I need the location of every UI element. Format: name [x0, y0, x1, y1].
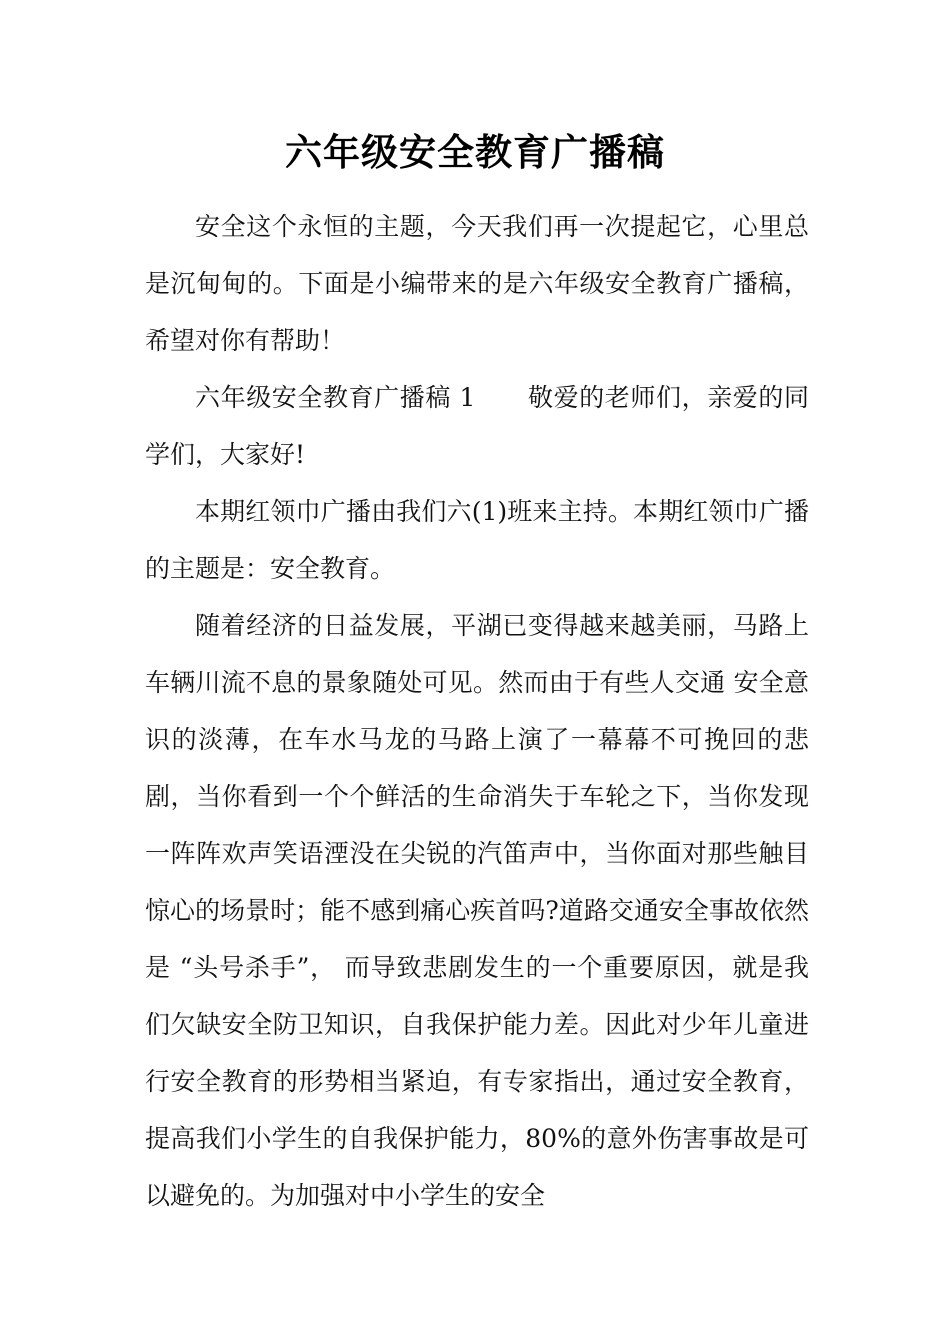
document-body — [145, 198, 809, 1224]
greeting-paragraph — [145, 369, 809, 483]
greeting-text: 敬爱的老师们，亲爱的同学们，大家好! — [145, 383, 809, 469]
intro-paragraph: 安全这个永恒的主题，今天我们再一次提起它，心里总是沉甸甸的。下面是小编带来的是六年级安全教育广播稿，希望对你有帮助！ — [145, 212, 809, 355]
document-title: 六年级安全教育广播稿 — [285, 131, 665, 174]
host-paragraph: 本期红领巾广播由我们六(1)班来主持。本期红领巾广播的主题是：安全教育。 — [145, 497, 809, 583]
main-paragraph: 随着经济的日益发展，平湖已变得越来越美丽，马路上车辆川流不息的景象随处可见。然而由于有些人交通 安全意识的淡薄，在车水马龙的马路上演了一幕幕不可挽回的悲剧，当你看到一个个鲜活的生命消失于车轮之下，当你发现一阵阵欢声笑语湮没在尖锐的汽笛声中，当你面对那些触目惊心的场景时；能不感到痛心疾首吗?道路交通安全事故依然是 “头号杀手”， 而导致悲剧发生的一个重要原因，就是我们欠缺安全防卫知识，自我保护能力差。因此对少年儿童进行安全教育的形势相当紧迫，有专家指出，通过安全教育，提高我们小学生的自我保护能力，80%的意外伤害事故是可以避免的。为加强对中小学生的安全 — [145, 611, 809, 1210]
section-heading: 六年级安全教育广播稿 1 — [195, 383, 476, 412]
